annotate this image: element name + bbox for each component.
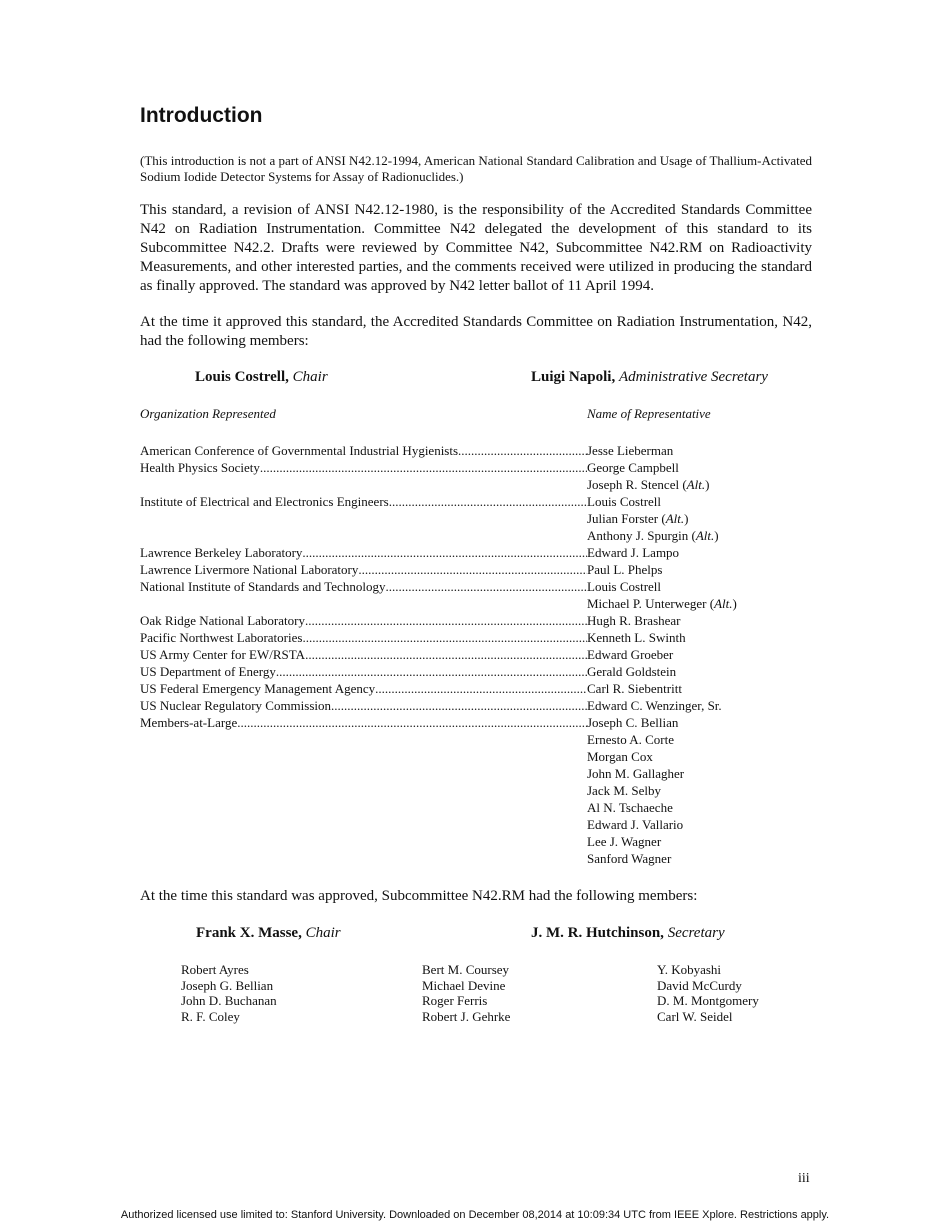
representative	[587, 714, 812, 731]
organization	[140, 442, 587, 459]
representative-name: Edward J. Vallario	[587, 817, 684, 832]
dot-leader	[389, 493, 587, 510]
organization	[140, 697, 587, 714]
committee-chair-role: Chair	[292, 369, 328, 385]
representative-name: Gerald Goldstein	[587, 664, 677, 679]
representative-name: Joseph C. Bellian	[587, 715, 679, 730]
representative	[587, 697, 812, 714]
intro-paragraph-2: At the time it approved this standard, the Accredited Standards Committee on Radiation Instrumentation, N42, had the following members:	[140, 314, 812, 349]
representative-name: Ernesto A. Corte	[587, 732, 675, 747]
representative-name: Al N. Tschaeche	[587, 800, 673, 815]
member-row	[140, 697, 812, 714]
representative-name: Edward Groeber	[587, 647, 674, 662]
subcommittee-secretary-role: Secretary	[667, 925, 725, 941]
dot-leader	[358, 561, 587, 578]
dot-leader	[385, 578, 587, 595]
alternate-marker: Alt.	[665, 511, 685, 526]
dot-leader	[302, 544, 587, 561]
representative-name: Louis Costrell	[587, 579, 662, 594]
representative	[587, 799, 812, 816]
organization	[140, 476, 587, 493]
subcommittee-member: D. M. Montgomery	[657, 993, 759, 1009]
organization	[140, 663, 587, 680]
member-row	[140, 442, 812, 459]
member-row	[140, 578, 812, 595]
organization	[140, 561, 587, 578]
subcommittee-member: David McCurdy	[657, 977, 742, 993]
member-row	[140, 629, 812, 646]
organization	[140, 731, 587, 748]
dot-leader	[331, 697, 587, 714]
representative	[587, 561, 812, 578]
representative	[587, 748, 812, 765]
subcommittee-secretary-name: J. M. R. Hutchinson,	[531, 925, 664, 941]
column-header-organization: Organization Represented	[140, 406, 276, 421]
representative-name: Michael P. Unterweger	[587, 596, 707, 611]
dot-leader	[305, 646, 587, 663]
member-row	[140, 680, 812, 697]
organization-name: US Army Center for EW/RSTA	[140, 647, 306, 662]
intro-paragraph-1: This standard, a revision of ANSI N42.12-1980, is the responsibility of the Accredited Standards Committee N42 on Radiation Instrumentation. Committee N42 delegated the development of this standard to its Subcommittee N42.2. Drafts were reviewed by Committee N42, Subcommittee N42.RM on Radioactivity Measurements, and other interested parties, and the comments received were utilized in producing the standard as finally approved. The standard was approved by N42 letter ballot of 11 April 1994.	[140, 202, 812, 294]
representative: Joseph R. Stencel (Alt.)	[587, 477, 710, 492]
organization	[140, 629, 587, 646]
representative-name: George Campbell	[587, 460, 679, 475]
subcommittee-members-column-3	[657, 962, 759, 1025]
dot-leader	[458, 442, 587, 459]
subcommittee-member: Robert Ayres	[181, 962, 249, 977]
organization	[140, 850, 587, 867]
organization-name: National Institute of Standards and Technology	[140, 579, 386, 594]
subcommittee-members-column-2	[422, 962, 510, 1025]
representative-name: Lee J. Wagner	[587, 834, 662, 849]
page-title: Introduction	[140, 104, 263, 127]
representative-name: Edward C. Wenzinger, Sr.	[587, 698, 722, 713]
organization	[140, 714, 587, 731]
subcommittee-chair-role: Chair	[305, 925, 341, 941]
subcommittee-member: Michael Devine	[422, 977, 506, 993]
representative: Michael P. Unterweger (Alt.)	[587, 596, 737, 611]
member-row	[140, 493, 812, 510]
license-footer: Authorized licensed use limited to: Stanford University. Downloaded on December 08,2014 at 10:09:34 UTC from IEEE Xplore. Restrictions apply.	[120, 1209, 830, 1221]
member-row	[140, 782, 812, 799]
organization-name: American Conference of Governmental Industrial Hygienists	[140, 443, 459, 458]
member-row	[140, 510, 812, 527]
subcommittee-member: Robert J. Gehrke	[422, 1009, 511, 1025]
organization	[140, 612, 587, 629]
representative	[587, 544, 812, 561]
organization	[140, 595, 587, 612]
representative-name: Paul L. Phelps	[587, 562, 663, 577]
subcommittee-secretary	[531, 925, 725, 942]
alternate-marker: Alt.	[714, 596, 733, 611]
subcommittee-member: John D. Buchanan	[181, 993, 277, 1009]
organization	[140, 544, 587, 561]
representative-name: Morgan Cox	[587, 749, 653, 764]
organization-name: Health Physics Society	[140, 460, 260, 475]
organization	[140, 646, 587, 663]
representative	[587, 612, 812, 629]
alternate-marker: Alt.	[686, 477, 706, 492]
committee-chair	[195, 369, 328, 386]
representative-name: Jack M. Selby	[587, 783, 662, 798]
member-row	[140, 544, 812, 561]
organization-name: Institute of Electrical and Electronics Engineers	[140, 494, 389, 509]
representative-name: Hugh R. Brashear	[587, 613, 681, 628]
organization-name: US Nuclear Regulatory Commission	[140, 698, 332, 713]
representative-name: Julian Forster	[587, 511, 659, 526]
representative-name: Jesse Lieberman	[587, 443, 674, 458]
member-row	[140, 663, 812, 680]
representative	[587, 680, 812, 697]
organization	[140, 816, 587, 833]
subcommittee-member: Carl W. Seidel	[657, 1009, 733, 1025]
representative	[587, 459, 812, 476]
representative	[587, 731, 812, 748]
representative-name: Joseph R. Stencel	[587, 477, 680, 492]
organization	[140, 765, 587, 782]
committee-secretary-name: Luigi Napoli,	[531, 369, 616, 385]
organization	[140, 578, 587, 595]
organization-name: Members-at-Large	[140, 715, 238, 730]
member-row	[140, 527, 812, 544]
member-row	[140, 595, 812, 612]
member-row	[140, 646, 812, 663]
member-row	[140, 850, 812, 867]
dot-leader	[260, 459, 587, 476]
committee-chair-name: Louis Costrell,	[195, 369, 289, 385]
organization	[140, 748, 587, 765]
dot-leader	[375, 680, 587, 697]
representative	[587, 442, 812, 459]
subcommittee-member: Roger Ferris	[422, 993, 488, 1009]
subcommittee-paragraph: At the time this standard was approved, Subcommittee N42.RM had the following members:	[140, 888, 698, 904]
member-row	[140, 476, 812, 493]
subcommittee-chair	[196, 925, 341, 942]
organization	[140, 782, 587, 799]
representative	[587, 646, 812, 663]
introduction-note: (This introduction is not a part of ANSI N42.12-1994, American National Standard Calibration and Usage of Thallium-Activated Sodium Iodide Detector Systems for Assay of Radionuclides.)	[140, 153, 812, 184]
representative	[587, 493, 812, 510]
member-row	[140, 799, 812, 816]
representative: Anthony J. Spurgin (Alt.)	[587, 528, 719, 543]
representative	[587, 663, 812, 680]
member-row	[140, 748, 812, 765]
representative	[587, 833, 812, 850]
representative-name: Edward J. Lampo	[587, 545, 680, 560]
representative-name: Sanford Wagner	[587, 851, 672, 866]
dot-leader	[302, 629, 587, 646]
column-header-representative: Name of Representative	[587, 406, 711, 421]
dot-leader	[305, 612, 587, 629]
organization-name: Pacific Northwest Laboratories	[140, 630, 303, 645]
member-row	[140, 731, 812, 748]
representative	[587, 816, 812, 833]
member-row	[140, 765, 812, 782]
page-number: iii	[798, 1171, 810, 1186]
member-row	[140, 714, 812, 731]
representative	[587, 850, 812, 867]
dot-leader	[276, 663, 587, 680]
organization	[140, 833, 587, 850]
organization-name: Lawrence Livermore National Laboratory	[140, 562, 359, 577]
organization	[140, 527, 587, 544]
organization-name: US Federal Emergency Management Agency	[140, 681, 376, 696]
dot-leader	[237, 714, 587, 731]
organization-name: Oak Ridge National Laboratory	[140, 613, 305, 628]
member-row	[140, 612, 812, 629]
subcommittee-members-column-1	[181, 962, 277, 1025]
representative-name: Carl R. Siebentritt	[587, 681, 682, 696]
representative-name: Louis Costrell	[587, 494, 662, 509]
organization	[140, 680, 587, 697]
organization	[140, 510, 587, 527]
representative: Julian Forster (Alt.)	[587, 511, 689, 526]
organization	[140, 799, 587, 816]
member-row	[140, 459, 812, 476]
organization	[140, 493, 587, 510]
representative	[587, 629, 812, 646]
member-row	[140, 816, 812, 833]
organization-name: Lawrence Berkeley Laboratory	[140, 545, 303, 560]
committee-member-list	[140, 442, 812, 867]
subcommittee-member: Joseph G. Bellian	[181, 977, 274, 993]
representative-name: John M. Gallagher	[587, 766, 685, 781]
representative	[587, 765, 812, 782]
representative-name: Anthony J. Spurgin	[587, 528, 689, 543]
committee-secretary	[531, 369, 768, 386]
committee-secretary-role: Administrative Secretary	[618, 369, 768, 385]
representative	[587, 578, 812, 595]
subcommittee-member: Y. Kobyashi	[657, 962, 722, 977]
member-row	[140, 561, 812, 578]
organization-name: US Department of Energy	[140, 664, 276, 679]
subcommittee-member: Bert M. Coursey	[422, 962, 510, 977]
subcommittee-member: R. F. Coley	[181, 1009, 240, 1025]
representative	[587, 782, 812, 799]
alternate-marker: Alt.	[695, 528, 715, 543]
subcommittee-chair-name: Frank X. Masse,	[196, 925, 302, 941]
representative-name: Kenneth L. Swinth	[587, 630, 686, 645]
organization	[140, 459, 587, 476]
member-row	[140, 833, 812, 850]
